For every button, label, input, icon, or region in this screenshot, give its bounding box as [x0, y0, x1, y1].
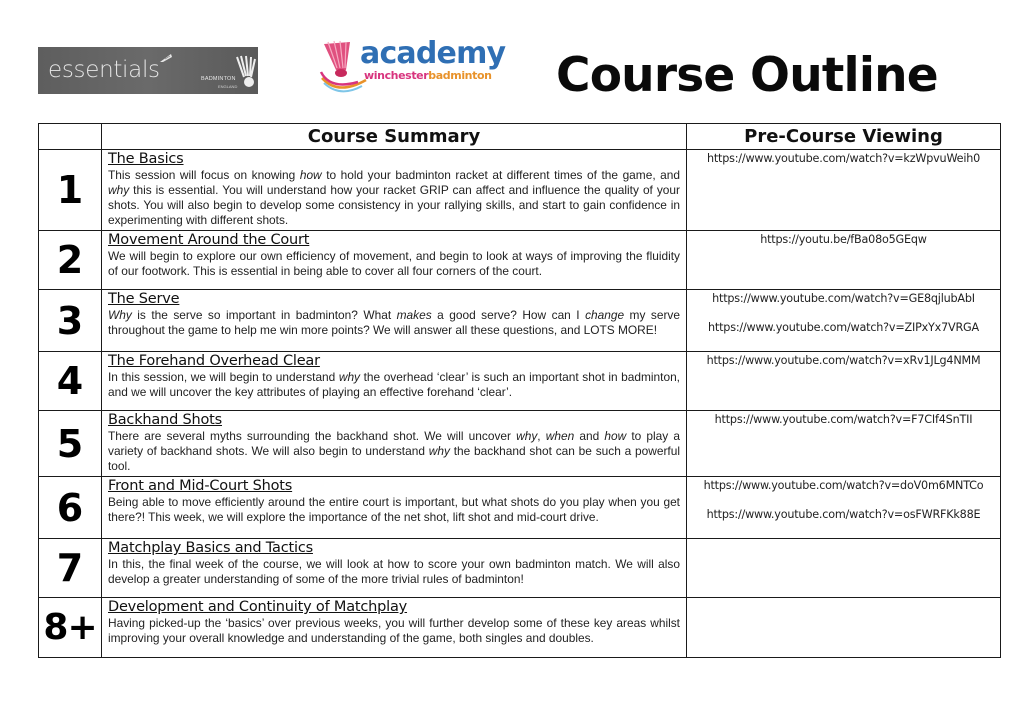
session-description	[108, 495, 680, 525]
week-number: 8+	[39, 598, 102, 658]
week-number: 2	[39, 231, 102, 290]
description-text: to hold your badminton racket at different times of the game, and	[321, 168, 680, 182]
essentials-logo-word: essentials	[48, 57, 160, 83]
session-title: Development and Continuity of Matchplay	[108, 599, 408, 615]
video-link[interactable]: https://www.youtube.com/watch?v=ZIPxYx7VRGA	[708, 321, 979, 334]
emphasis-text: how	[604, 429, 627, 443]
emphasis-text: why	[338, 370, 361, 384]
academy-winchester-badminton-logo	[318, 36, 506, 93]
session-description	[108, 168, 680, 228]
description-text: the backhand shot can be such a powerful tool.	[108, 444, 680, 473]
description-text: to play a variety of backhand shots. We will also begin to understand	[108, 429, 680, 458]
shuttlecock-icon	[234, 55, 256, 89]
academy-logo-subtitle	[364, 69, 492, 82]
session-title: The Basics	[108, 151, 184, 167]
week-number: 6	[39, 477, 102, 539]
video-link[interactable]: https://www.youtube.com/watch?v=GE8qjlubAbI	[712, 292, 975, 305]
emphasis-text: why	[108, 183, 130, 197]
emphasis-text: makes	[396, 308, 432, 322]
session-description	[108, 370, 680, 400]
week-number: 4	[39, 352, 102, 411]
table-row	[39, 539, 1001, 598]
pre-course-viewing-cell	[687, 411, 1001, 477]
description-text: a good serve? How can I	[431, 308, 586, 322]
description-text: ,	[537, 429, 546, 443]
description-text: and	[574, 429, 605, 443]
description-text: is the serve so important in badminton? What	[131, 308, 397, 322]
session-summary-cell	[102, 598, 687, 658]
shuttle-feather-icon	[159, 53, 173, 63]
badminton-england-text: BADMINTON	[201, 76, 236, 82]
pre-course-viewing-cell	[687, 290, 1001, 352]
session-description	[108, 308, 680, 338]
academy-logo-winchester: winchester	[364, 69, 429, 82]
description-text: In this, the final week of the course, we will look at how to score your own badminton match. We will also develop a greater understanding of some of the more trivial rules of badminton!	[108, 557, 680, 586]
week-number: 5	[39, 411, 102, 477]
description-text: my serve throughout the game to help me win more points? We will answer all these questions, and LOTS MORE!	[108, 308, 680, 337]
page-title: Course Outline	[556, 48, 938, 103]
description-text: the overhead ‘clear’ is such an important shot in badminton, and we will uncover the key attributes of playing an effective forehand ‘clear’.	[108, 370, 680, 399]
table-row	[39, 290, 1001, 352]
video-link[interactable]: https://www.youtube.com/watch?v=doV0m6MNTCo	[703, 479, 984, 492]
table-row	[39, 231, 1001, 290]
table-row	[39, 477, 1001, 539]
table-row	[39, 150, 1001, 231]
header-course-summary: Course Summary	[102, 124, 687, 150]
video-link[interactable]: https://www.youtube.com/watch?v=xRv1JLg4NMM	[706, 354, 981, 367]
pre-course-viewing-cell	[687, 598, 1001, 658]
england-text: ENGLAND	[218, 84, 238, 89]
pre-course-viewing-cell	[687, 231, 1001, 290]
description-text: This session will focus on knowing	[108, 168, 300, 182]
description-text: We will begin to explore our own efficiency of movement, and begin to look at ways of improving the fluidity of our footwork. This is essential in being able to cover all four corners of the court.	[108, 249, 680, 278]
session-title: The Forehand Overhead Clear	[108, 353, 320, 369]
emphasis-text: why	[428, 444, 450, 458]
essentials-badminton-england-logo	[38, 47, 258, 94]
week-number: 7	[39, 539, 102, 598]
pre-course-viewing-cell	[687, 352, 1001, 411]
session-title: The Serve	[108, 291, 180, 307]
session-description	[108, 249, 680, 279]
description-text: There are several myths surrounding the backhand shot. We will uncover	[108, 429, 517, 443]
week-number: 3	[39, 290, 102, 352]
video-link[interactable]: https://www.youtube.com/watch?v=osFWRFKk88E	[706, 508, 981, 521]
emphasis-text: change	[585, 308, 625, 322]
session-summary-cell	[102, 352, 687, 411]
description-text: this is essential. You will understand how your racket GRIP can affect and influence the quality of your shots. You will also begin to develop some consistency in your rallying skills, and start to gain confidence in experimenting with different shots.	[108, 183, 680, 227]
session-summary-cell	[102, 411, 687, 477]
table-row	[39, 352, 1001, 411]
session-description	[108, 429, 680, 474]
header-pre-course-viewing: Pre-Course Viewing	[687, 124, 1001, 150]
session-title: Movement Around the Court	[108, 232, 310, 248]
session-title: Matchplay Basics and Tactics	[108, 540, 313, 556]
session-title: Backhand Shots	[108, 412, 222, 428]
pre-course-viewing-cell	[687, 477, 1001, 539]
video-link[interactable]: https://www.youtube.com/watch?v=kzWpvuWeih0	[706, 152, 981, 165]
header-week-number	[39, 124, 102, 150]
video-link[interactable]: https://youtu.be/fBa08o5GEqw	[760, 233, 927, 246]
description-text: Being able to move efficiently around the entire court is important, but what shots do you play when you get there?! This week, we will explore the importance of the net shot, lift shot and mid-court drive.	[108, 495, 680, 524]
session-summary-cell	[102, 231, 687, 290]
session-title: Front and Mid-Court Shots	[108, 478, 293, 494]
emphasis-text: Why	[108, 308, 132, 322]
description-text: In this session, we will begin to understand	[108, 370, 339, 384]
pre-course-viewing-cell	[687, 150, 1001, 231]
table-row	[39, 411, 1001, 477]
emphasis-text: how	[299, 168, 322, 182]
description-text: Having picked-up the ‘basics’ over previous weeks, you will further develop some of these key areas whilst improving your overall knowledge and understanding of the game, both singles and doubles.	[108, 616, 680, 645]
session-summary-cell	[102, 150, 687, 231]
academy-logo-badminton: badminton	[428, 69, 492, 82]
session-summary-cell	[102, 290, 687, 352]
course-outline-table	[38, 123, 1001, 658]
week-number: 1	[39, 150, 102, 231]
session-summary-cell	[102, 539, 687, 598]
academy-logo-word: academy	[360, 36, 506, 71]
session-summary-cell	[102, 477, 687, 539]
table-row	[39, 598, 1001, 658]
pre-course-viewing-cell	[687, 539, 1001, 598]
emphasis-text: why	[516, 429, 538, 443]
session-description	[108, 616, 680, 646]
table-header-row	[39, 124, 1001, 150]
video-link[interactable]: https://www.youtube.com/watch?v=F7CIf4SnTII	[714, 413, 973, 426]
session-description	[108, 557, 680, 587]
emphasis-text: when	[545, 429, 575, 443]
